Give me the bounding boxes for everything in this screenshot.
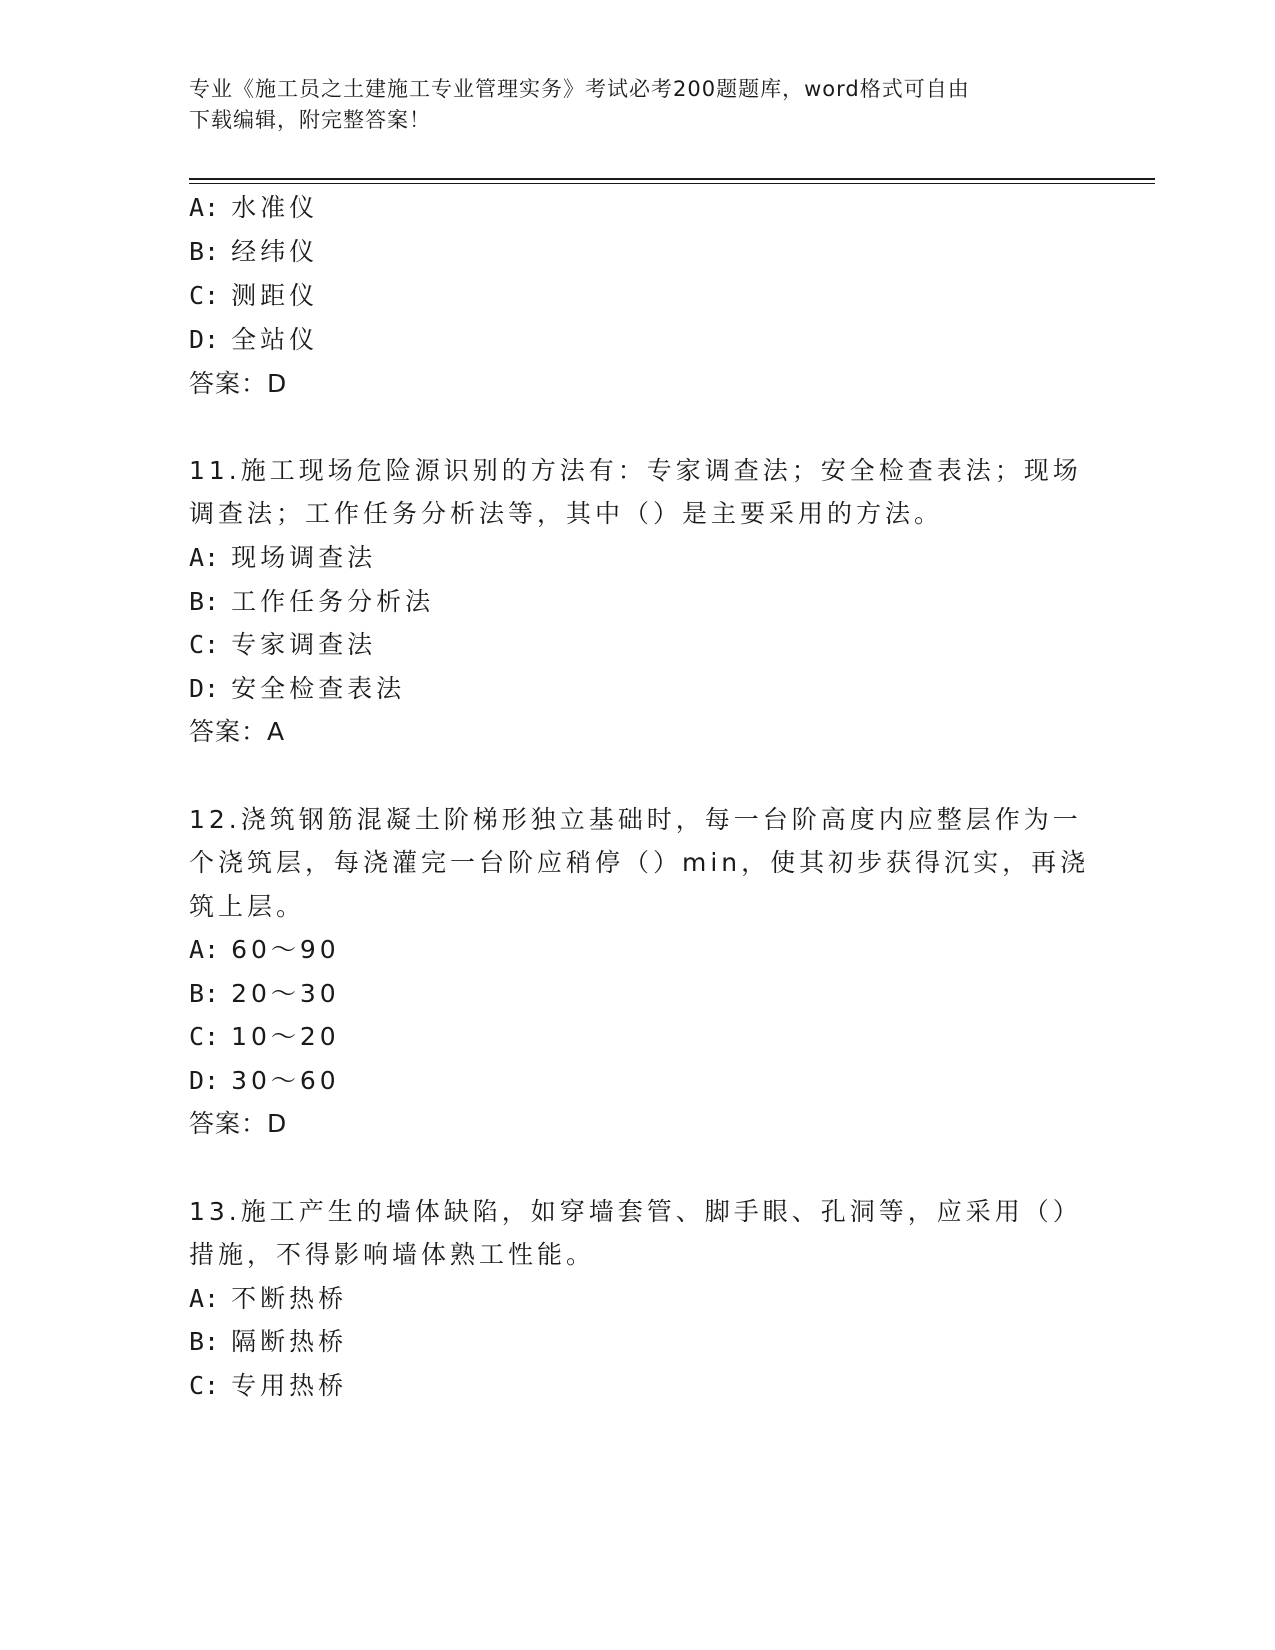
q11-answer: 答案：A: [189, 717, 286, 746]
q12-option-c: C: 10～20: [189, 1022, 340, 1051]
q10-option-d: D: 全站仪: [189, 325, 319, 354]
q11-option-b: B: 工作任务分析法: [189, 587, 435, 616]
q10-option-b: B: 经纬仪: [189, 237, 319, 266]
header-line-1: 专业《施工员之土建施工专业管理实务》考试必考200题题库，word格式可自由: [189, 77, 970, 101]
q11-option-c: C: 专家调查法: [189, 630, 377, 659]
q12-option-a: A: 60～90: [189, 935, 340, 964]
q13-option-b: B: 隔断热桥: [189, 1327, 348, 1356]
q12-stem-line-1: 12.浇筑钢筋混凝土阶梯形独立基础时，每一台阶高度内应整层作为一: [189, 805, 1082, 834]
q13-stem-line-2: 措施，不得影响墙体熟工性能。: [189, 1240, 596, 1269]
q10-answer: 答案：D: [189, 369, 288, 398]
document-header: [189, 74, 1089, 136]
q13-option-a: A: 不断热桥: [189, 1284, 348, 1313]
header-divider-thin: [189, 183, 1155, 184]
q11-option-d: D: 安全检查表法: [189, 674, 406, 703]
q12-option-b: B: 20～30: [189, 979, 340, 1008]
q11-stem-line-2: 调查法；工作任务分析法等，其中（）是主要采用的方法。: [189, 499, 944, 528]
header-line-2: 下载编辑，附完整答案！: [189, 108, 431, 132]
q13-option-c: C: 专用热桥: [189, 1371, 348, 1400]
q12-answer: 答案：D: [189, 1109, 288, 1138]
header-divider-thick: [189, 178, 1155, 180]
q12-stem-line-2: 个浇筑层，每浇灌完一台阶应稍停（）min，使其初步获得沉实，再浇: [189, 848, 1090, 877]
q10-option-c: C: 测距仪: [189, 281, 319, 310]
q12-stem-line-3: 筑上层。: [189, 892, 306, 921]
q11-option-a: A: 现场调查法: [189, 543, 377, 572]
q10-option-a: A: 水准仪: [189, 193, 319, 222]
q13-stem-line-1: 13.施工产生的墙体缺陷，如穿墙套管、脚手眼、孔洞等，应采用（）: [189, 1197, 1082, 1226]
q12-option-d: D: 30～60: [189, 1066, 340, 1095]
q11-stem-line-1: 11.施工现场危险源识别的方法有：专家调查法；安全检查表法；现场: [189, 456, 1082, 485]
